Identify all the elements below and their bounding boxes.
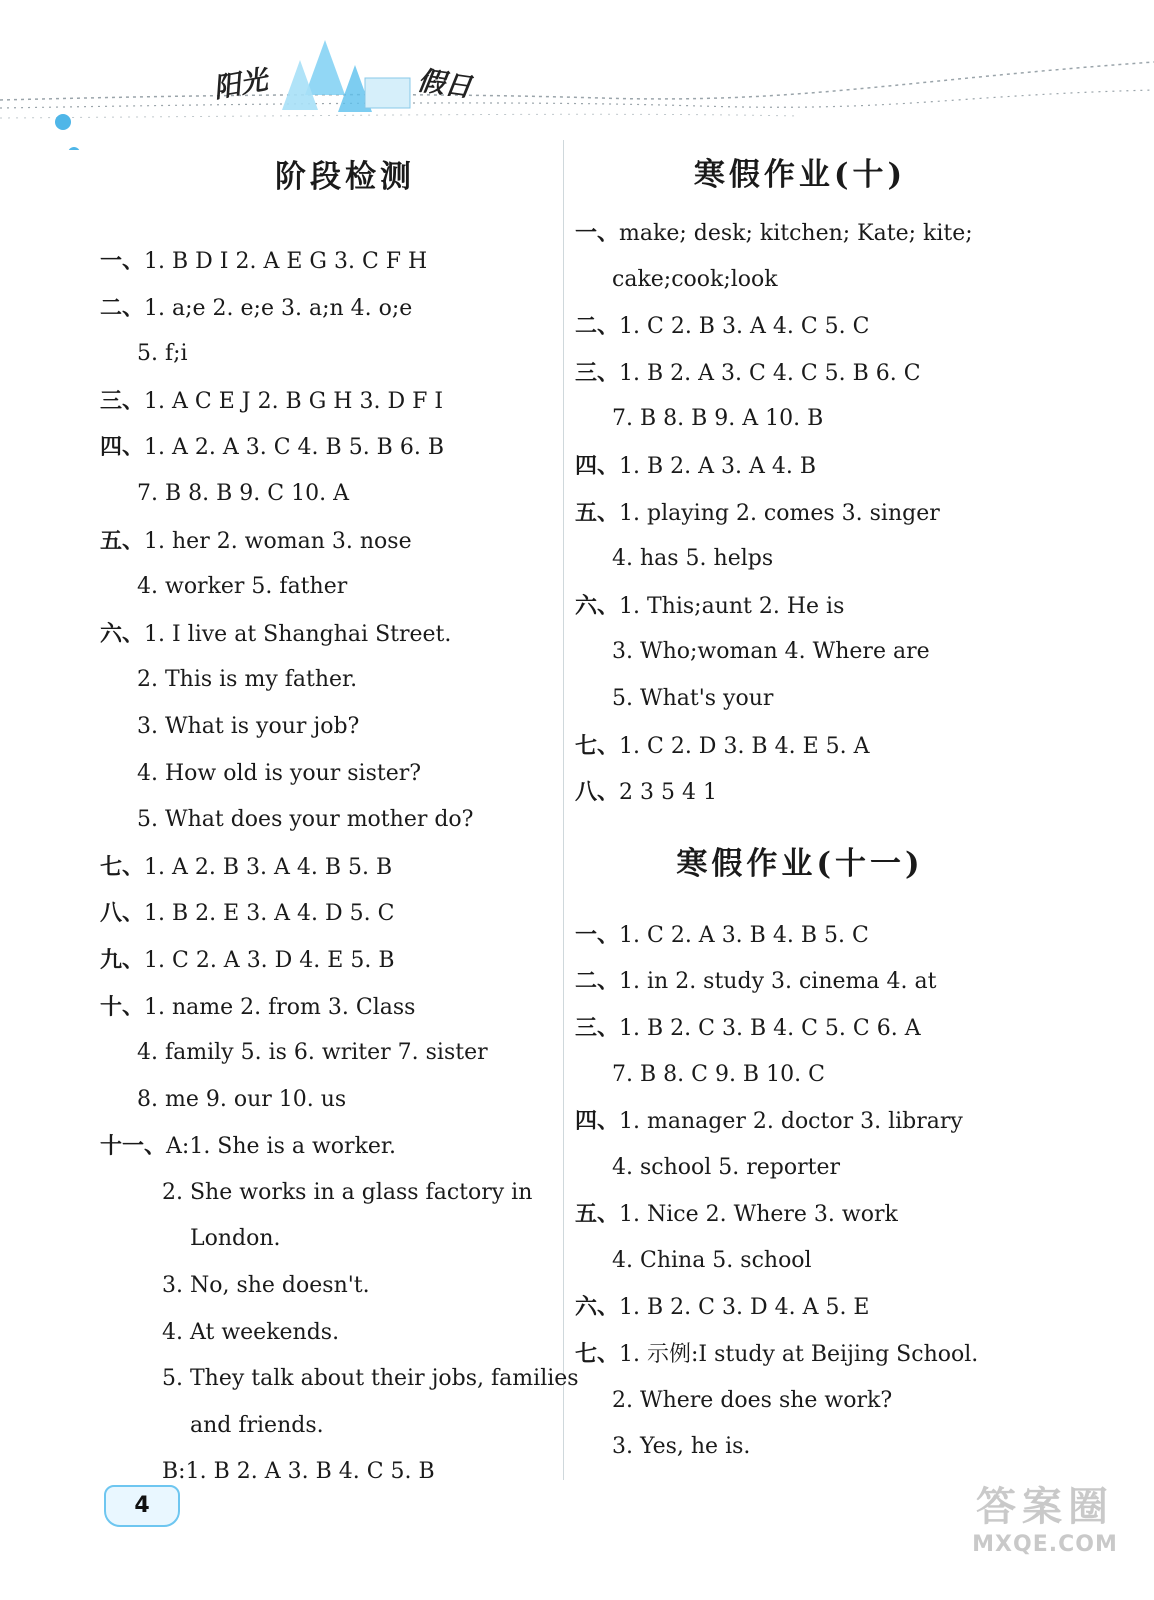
answer-text: 4. school 5. reporter bbox=[612, 1154, 841, 1180]
answer-text: 2. She works in a glass factory in bbox=[162, 1179, 533, 1205]
answer-text: 7. B 8. B 9. A 10. B bbox=[612, 406, 824, 432]
answer-line bbox=[100, 1310, 560, 1357]
question-number: 四、 bbox=[575, 1108, 620, 1135]
answer-list-homework-11 bbox=[575, 912, 1055, 1471]
answer-line bbox=[575, 303, 1055, 350]
question-number: 四、 bbox=[575, 452, 620, 479]
question-number: 五、 bbox=[100, 527, 145, 554]
answer-text: 3. Who;woman 4. Where are bbox=[612, 639, 930, 665]
question-number: 八、 bbox=[100, 900, 145, 927]
answer-text: 1. playing 2. comes 3. singer bbox=[619, 500, 940, 526]
answer-text: 3. What is your job? bbox=[137, 713, 360, 739]
answer-text: 7. B 8. B 9. C 10. A bbox=[137, 480, 349, 506]
answer-text: 1. C 2. A 3. D 4. E 5. B bbox=[144, 947, 395, 973]
answer-line bbox=[575, 1284, 1055, 1331]
answer-line bbox=[100, 518, 560, 565]
answer-text: 5. What's your bbox=[612, 685, 774, 711]
answer-text: 5. f;i bbox=[137, 341, 188, 367]
answer-text: 7. B 8. C 9. B 10. C bbox=[612, 1061, 825, 1087]
answer-text: 5. What does your mother do? bbox=[137, 807, 474, 833]
answer-text: 1. This;aunt 2. He is bbox=[619, 593, 845, 619]
answer-line bbox=[575, 257, 1055, 304]
answer-line bbox=[100, 1123, 560, 1170]
answer-text: 3. Yes, he is. bbox=[612, 1434, 751, 1460]
answer-text: 1. manager 2. doctor 3. library bbox=[619, 1109, 963, 1135]
answer-text: A:1. She is a worker. bbox=[166, 1134, 397, 1160]
answer-line bbox=[100, 1170, 560, 1217]
answer-line bbox=[100, 611, 560, 658]
answer-text: and friends. bbox=[190, 1412, 324, 1438]
answer-line bbox=[100, 424, 560, 471]
question-number: 六、 bbox=[575, 592, 620, 619]
answer-text: 1. 示例:I study at Beijing School. bbox=[619, 1342, 979, 1368]
answer-line bbox=[100, 984, 560, 1031]
answer-text: 4. family 5. is 6. writer 7. sister bbox=[137, 1040, 488, 1066]
answer-line bbox=[575, 1052, 1055, 1099]
answer-line bbox=[100, 238, 560, 285]
page-header bbox=[0, 0, 1154, 150]
answer-text: 1. A 2. B 3. A 4. B 5. B bbox=[144, 854, 393, 880]
answer-line bbox=[575, 912, 1055, 959]
answer-text: 1. B D I 2. A E G 3. C F H bbox=[144, 249, 428, 274]
answer-text: 8. me 9. our 10. us bbox=[137, 1086, 347, 1112]
answer-line bbox=[100, 1030, 560, 1077]
brand-left: 阳光 bbox=[211, 64, 270, 105]
answer-line bbox=[575, 1238, 1055, 1285]
answer-text: 1. Nice 2. Where 3. work bbox=[619, 1202, 898, 1228]
answer-line bbox=[100, 1403, 560, 1450]
question-number: 三、 bbox=[575, 1014, 620, 1041]
section-title-homework-11: 寒假作业(十一) bbox=[676, 845, 924, 882]
answer-text: 4. worker 5. father bbox=[137, 574, 348, 600]
question-number: 三、 bbox=[575, 359, 620, 386]
question-number: 五、 bbox=[575, 499, 620, 526]
answer-line bbox=[100, 797, 560, 844]
answer-text: 2 3 5 4 1 bbox=[619, 780, 717, 806]
answer-line bbox=[100, 751, 560, 798]
answer-text: 1. a;e 2. e;e 3. a;n 4. o;e bbox=[144, 295, 413, 321]
question-number: 二、 bbox=[100, 294, 145, 321]
question-number: 九、 bbox=[100, 946, 145, 973]
answer-text: 1. I live at Shanghai Street. bbox=[144, 621, 452, 647]
question-number: 六、 bbox=[575, 1294, 620, 1321]
answer-text: 5. They talk about their jobs, families bbox=[162, 1366, 579, 1392]
answer-line bbox=[100, 471, 560, 518]
question-number: 七、 bbox=[575, 1341, 620, 1368]
watermark-logo-text: 答案圈 bbox=[976, 1484, 1114, 1530]
answer-line bbox=[100, 564, 560, 611]
answer-line bbox=[575, 1424, 1055, 1471]
answer-text: cake;cook;look bbox=[612, 266, 778, 292]
answer-line bbox=[100, 890, 560, 937]
answer-list-homework-10 bbox=[575, 210, 1055, 816]
answer-line bbox=[575, 1331, 1055, 1378]
question-number: 十、 bbox=[100, 993, 145, 1020]
answer-line bbox=[100, 1263, 560, 1310]
answer-line bbox=[100, 704, 560, 751]
watermark-url: MXQE.COM bbox=[972, 1532, 1118, 1557]
answer-line bbox=[575, 1005, 1055, 1052]
answer-text: 4. At weekends. bbox=[162, 1319, 340, 1345]
answer-text: 1. B 2. A 3. C 4. C 5. B 6. C bbox=[619, 360, 921, 386]
answer-text: 2. Where does she work? bbox=[612, 1387, 893, 1413]
answer-line bbox=[575, 1145, 1055, 1192]
answer-text: 1. C 2. B 3. A 4. C 5. C bbox=[619, 314, 870, 340]
answer-text: 1. B 2. A 3. A 4. B bbox=[619, 453, 817, 479]
answer-text: 1. B 2. E 3. A 4. D 5. C bbox=[144, 901, 395, 927]
answer-line bbox=[100, 937, 560, 984]
answer-list-stage-test bbox=[100, 238, 579, 1496]
question-number: 二、 bbox=[575, 968, 620, 995]
answer-line bbox=[575, 350, 1055, 397]
right-column bbox=[575, 140, 1055, 1471]
answer-text: make; desk; kitchen; Kate; kite; bbox=[619, 221, 973, 246]
watermark bbox=[955, 1475, 1135, 1585]
answer-text: London. bbox=[190, 1226, 281, 1252]
answer-line bbox=[575, 769, 1055, 816]
question-number: 七、 bbox=[575, 732, 620, 759]
question-number: 六、 bbox=[100, 620, 145, 647]
answer-line bbox=[575, 536, 1055, 583]
answer-text: 1. in 2. study 3. cinema 4. at bbox=[619, 969, 937, 995]
answer-text: 1. C 2. D 3. B 4. E 5. A bbox=[619, 733, 870, 759]
question-number: 八、 bbox=[575, 779, 620, 806]
answer-line bbox=[100, 1216, 560, 1263]
star-icon bbox=[55, 114, 71, 130]
answer-line bbox=[575, 490, 1055, 537]
answer-line bbox=[100, 1077, 560, 1124]
answer-line bbox=[100, 657, 560, 704]
answer-line bbox=[100, 844, 560, 891]
answer-text: 4. has 5. helps bbox=[612, 546, 774, 572]
answer-text: 1. A C E J 2. B G H 3. D F I bbox=[144, 388, 444, 414]
answer-text: 2. This is my father. bbox=[137, 667, 358, 693]
answer-text: 1. her 2. woman 3. nose bbox=[144, 528, 412, 554]
answer-line bbox=[575, 1191, 1055, 1238]
answer-text: 4. China 5. school bbox=[612, 1247, 812, 1273]
left-column bbox=[100, 140, 579, 1496]
answer-text: B:1. B 2. A 3. B 4. C 5. B bbox=[162, 1459, 435, 1485]
brand-right: 假日 bbox=[415, 65, 474, 104]
answer-text: 1. C 2. A 3. B 4. B 5. C bbox=[619, 922, 869, 948]
section-title-homework-10: 寒假作业(十) bbox=[693, 157, 907, 193]
question-number: 一、 bbox=[100, 248, 145, 274]
answer-text: 1. B 2. C 3. B 4. C 5. C 6. A bbox=[619, 1015, 921, 1041]
answer-line bbox=[575, 1378, 1055, 1425]
question-number: 十一、 bbox=[100, 1133, 167, 1160]
question-number: 一、 bbox=[575, 921, 620, 948]
question-number: 七、 bbox=[100, 853, 145, 880]
answer-line bbox=[575, 958, 1055, 1005]
column-divider bbox=[563, 140, 564, 1480]
answer-line bbox=[100, 1356, 579, 1403]
answer-text: 1. B 2. C 3. D 4. A 5. E bbox=[619, 1295, 870, 1321]
answer-line bbox=[575, 210, 1055, 257]
answer-line bbox=[575, 583, 1055, 630]
question-number: 三、 bbox=[100, 387, 145, 414]
answer-line bbox=[575, 1098, 1055, 1145]
answer-line bbox=[575, 676, 1055, 723]
question-number: 二、 bbox=[575, 313, 620, 340]
answer-text: 4. How old is your sister? bbox=[137, 760, 422, 786]
star-icon bbox=[68, 147, 80, 150]
answer-line bbox=[100, 378, 560, 425]
answer-text: 3. No, she doesn't. bbox=[162, 1273, 370, 1299]
answer-line bbox=[575, 723, 1055, 770]
answer-line bbox=[575, 443, 1055, 490]
question-number: 一、 bbox=[575, 220, 620, 246]
question-number: 四、 bbox=[100, 434, 145, 461]
answer-line bbox=[100, 331, 560, 378]
header-decoration bbox=[0, 0, 1154, 150]
answer-line bbox=[575, 396, 1055, 443]
question-number: 五、 bbox=[575, 1201, 620, 1228]
answer-line bbox=[100, 285, 560, 332]
answer-text: 1. name 2. from 3. Class bbox=[144, 994, 416, 1020]
page-number: 4 bbox=[104, 1485, 180, 1527]
section-title-stage-test: 阶段检测 bbox=[275, 159, 415, 195]
answer-line bbox=[575, 629, 1055, 676]
answer-text: 1. A 2. A 3. C 4. B 5. B 6. B bbox=[144, 435, 444, 461]
